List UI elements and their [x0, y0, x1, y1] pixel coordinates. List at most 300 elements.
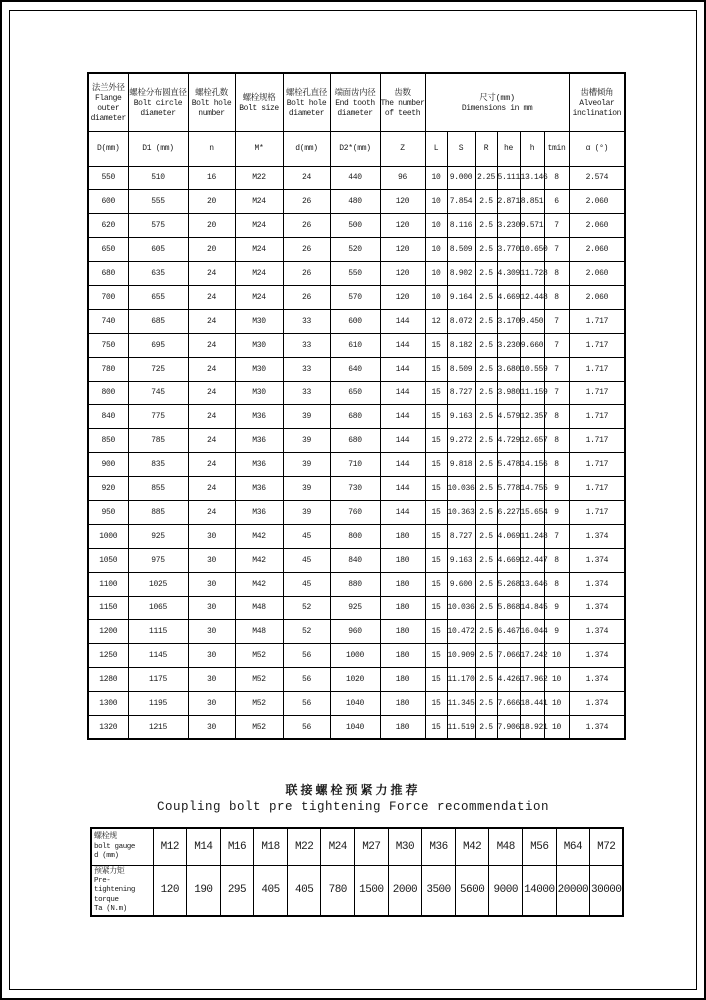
cell-n: 30: [188, 715, 235, 739]
cell-Z: 144: [380, 309, 425, 333]
cell-Z: 120: [380, 238, 425, 262]
torque-cell: 3500: [422, 865, 456, 916]
cell-alpha: 1.717: [569, 405, 625, 429]
cell-tmin: 8: [544, 285, 569, 309]
cell-n: 30: [188, 572, 235, 596]
cell-tmin: 8: [544, 548, 569, 572]
cell-n: 24: [188, 357, 235, 381]
cell-S: 11.519: [447, 715, 475, 739]
cell-D: 780: [88, 357, 128, 381]
label-unit: d (mm): [94, 851, 119, 860]
gauge-cell: M24: [321, 828, 355, 865]
spec-row: [88, 524, 625, 548]
cell-D: 800: [88, 381, 128, 405]
cell-M: M52: [235, 692, 283, 716]
cell-R: 2.5: [475, 309, 497, 333]
cell-L: 15: [425, 668, 447, 692]
cell-h: 18.441: [520, 692, 544, 716]
cell-D1: 745: [128, 381, 188, 405]
cell-S: 8.509: [447, 357, 475, 381]
subcol-d: d(mm): [283, 131, 330, 166]
torque-cell: 295: [220, 865, 254, 916]
cell-he: 6.227: [497, 500, 520, 524]
cell-n: 30: [188, 668, 235, 692]
gauge-cell: M14: [187, 828, 221, 865]
cell-L: 15: [425, 692, 447, 716]
cell-Z: 144: [380, 429, 425, 453]
cell-tmin: 7: [544, 524, 569, 548]
cell-S: 9.272: [447, 429, 475, 453]
cell-R: 2.5: [475, 524, 497, 548]
cell-n: 24: [188, 453, 235, 477]
label-unit: Ta (N.m): [94, 905, 127, 913]
cell-tmin: 7: [544, 333, 569, 357]
spec-row: [88, 548, 625, 572]
cell-D2: 1000: [330, 644, 380, 668]
header-en: Bolt hole number: [191, 98, 232, 118]
cell-h: 15.654: [520, 500, 544, 524]
cell-R: 2.5: [475, 262, 497, 286]
cell-Z: 144: [380, 333, 425, 357]
cell-D: 920: [88, 477, 128, 501]
cell-D2: 800: [330, 524, 380, 548]
cell-D: 1300: [88, 692, 128, 716]
cell-Z: 144: [380, 500, 425, 524]
cell-d: 26: [283, 285, 330, 309]
subcol-D1: D1 (mm): [128, 131, 188, 166]
subcol-he: he: [497, 131, 520, 166]
cell-alpha: 1.374: [569, 524, 625, 548]
cell-he: 7.906: [497, 715, 520, 739]
cell-d: 56: [283, 644, 330, 668]
cell-he: 5.268: [497, 572, 520, 596]
cell-n: 30: [188, 524, 235, 548]
cell-L: 15: [425, 429, 447, 453]
cell-L: 15: [425, 477, 447, 501]
cell-S: 10.036: [447, 596, 475, 620]
subcol-D2: D2*(mm): [330, 131, 380, 166]
cell-D1: 835: [128, 453, 188, 477]
cell-tmin: 7: [544, 238, 569, 262]
cell-h: 18.921: [520, 715, 544, 739]
cell-h: 17.242: [520, 644, 544, 668]
cell-D: 750: [88, 333, 128, 357]
cell-D2: 570: [330, 285, 380, 309]
bolt-gauge-row: [91, 828, 623, 865]
spec-row: [88, 309, 625, 333]
gauge-cell: M22: [287, 828, 321, 865]
spec-row: [88, 572, 625, 596]
cell-S: 11.170: [447, 668, 475, 692]
cell-M: M48: [235, 620, 283, 644]
cell-D: 1150: [88, 596, 128, 620]
cell-D2: 680: [330, 429, 380, 453]
cell-M: M30: [235, 357, 283, 381]
cell-L: 15: [425, 357, 447, 381]
cell-D2: 640: [330, 357, 380, 381]
cell-M: M30: [235, 381, 283, 405]
cell-alpha: 1.717: [569, 309, 625, 333]
cell-D1: 695: [128, 333, 188, 357]
gauge-cell: M48: [489, 828, 523, 865]
cell-L: 15: [425, 715, 447, 739]
cell-D1: 885: [128, 500, 188, 524]
cell-Z: 180: [380, 548, 425, 572]
cell-d: 39: [283, 429, 330, 453]
cell-alpha: 1.374: [569, 692, 625, 716]
cell-L: 10: [425, 166, 447, 190]
spec-row: [88, 166, 625, 190]
cell-D: 650: [88, 238, 128, 262]
col-header-bolt-size: [235, 73, 283, 131]
cell-R: 2.5: [475, 357, 497, 381]
cell-he: 3.170: [497, 309, 520, 333]
header-cn: 齿槽倾角: [580, 87, 614, 98]
label-en: bolt gauge: [94, 842, 136, 851]
cell-alpha: 1.374: [569, 715, 625, 739]
cell-n: 24: [188, 405, 235, 429]
cell-L: 10: [425, 262, 447, 286]
cell-n: 24: [188, 333, 235, 357]
cell-D1: 1195: [128, 692, 188, 716]
cell-h: 9.571: [520, 214, 544, 238]
cell-alpha: 2.060: [569, 238, 625, 262]
cell-L: 15: [425, 405, 447, 429]
spec-row: [88, 190, 625, 214]
cell-D2: 960: [330, 620, 380, 644]
cell-alpha: 1.717: [569, 333, 625, 357]
cell-h: 13.646: [520, 572, 544, 596]
cell-Z: 120: [380, 190, 425, 214]
cell-D1: 1215: [128, 715, 188, 739]
cell-L: 10: [425, 285, 447, 309]
cell-d: 26: [283, 190, 330, 214]
recommendation-title-cn: 联接螺栓预紧力推荐: [285, 784, 421, 798]
cell-h: 9.450: [520, 309, 544, 333]
cell-d: 33: [283, 309, 330, 333]
header-en: Flange outer diameter: [90, 93, 126, 123]
cell-R: 2.5: [475, 238, 497, 262]
cell-S: 10.472: [447, 620, 475, 644]
cell-d: 26: [283, 262, 330, 286]
gauge-cell: M64: [556, 828, 590, 865]
cell-D2: 760: [330, 500, 380, 524]
spec-row: [88, 692, 625, 716]
header-cn: 端面齿内径: [334, 87, 376, 98]
spec-row: [88, 429, 625, 453]
gauge-cell: M36: [422, 828, 456, 865]
torque-cell: 190: [187, 865, 221, 916]
cell-Z: 144: [380, 381, 425, 405]
cell-D2: 650: [330, 381, 380, 405]
cell-he: 5.478: [497, 453, 520, 477]
cell-d: 39: [283, 453, 330, 477]
cell-alpha: 1.374: [569, 620, 625, 644]
cell-d: 33: [283, 357, 330, 381]
cell-Z: 180: [380, 524, 425, 548]
cell-D1: 1175: [128, 668, 188, 692]
cell-S: 9.163: [447, 548, 475, 572]
cell-d: 39: [283, 405, 330, 429]
cell-D2: 1040: [330, 692, 380, 716]
torque-cell: 9000: [489, 865, 523, 916]
cell-h: 11.248: [520, 524, 544, 548]
cell-R: 2.5: [475, 715, 497, 739]
subcol-R: R: [475, 131, 497, 166]
cell-S: 8.902: [447, 262, 475, 286]
cell-Z: 144: [380, 405, 425, 429]
cell-D1: 785: [128, 429, 188, 453]
cell-D: 840: [88, 405, 128, 429]
cell-Z: 96: [380, 166, 425, 190]
cell-R: 2.5: [475, 572, 497, 596]
header-en: The number of teeth: [380, 98, 425, 118]
cell-D2: 440: [330, 166, 380, 190]
cell-M: M42: [235, 548, 283, 572]
spec-row: [88, 668, 625, 692]
cell-M: M52: [235, 715, 283, 739]
label-cn: 预紧力矩: [94, 866, 125, 876]
cell-he: 5.778: [497, 477, 520, 501]
cell-D1: 605: [128, 238, 188, 262]
cell-tmin: 7: [544, 309, 569, 333]
torque-cell: 120: [153, 865, 187, 916]
cell-he: 3.980: [497, 381, 520, 405]
torque-cell: 405: [287, 865, 321, 916]
cell-R: 2.5: [475, 596, 497, 620]
cell-n: 16: [188, 166, 235, 190]
cell-h: 14.755: [520, 477, 544, 501]
col-header-dimensions: [425, 73, 569, 131]
cell-L: 15: [425, 644, 447, 668]
cell-D1: 725: [128, 357, 188, 381]
cell-Z: 120: [380, 285, 425, 309]
cell-h: 12.448: [520, 285, 544, 309]
spec-row: [88, 333, 625, 357]
cell-h: 10.559: [520, 357, 544, 381]
cell-D1: 975: [128, 548, 188, 572]
header-cn: 法兰外径: [91, 82, 125, 93]
torque-cell: 1500: [355, 865, 389, 916]
header-en: Dimensions in mm: [461, 103, 533, 113]
cell-D1: 635: [128, 262, 188, 286]
cell-D1: 925: [128, 524, 188, 548]
cell-L: 15: [425, 596, 447, 620]
spec-row: [88, 381, 625, 405]
cell-M: M36: [235, 429, 283, 453]
cell-he: 5.868: [497, 596, 520, 620]
cell-alpha: 1.374: [569, 668, 625, 692]
cell-S: 7.854: [447, 190, 475, 214]
cell-D1: 575: [128, 214, 188, 238]
cell-R: 2.5: [475, 644, 497, 668]
cell-Z: 144: [380, 453, 425, 477]
subcol-Z: Z: [380, 131, 425, 166]
spec-row: [88, 285, 625, 309]
header-cn: 螺栓孔直径: [285, 87, 327, 98]
label-cn: 螺栓规: [94, 832, 117, 842]
spec-row: [88, 262, 625, 286]
subcol-M: M*: [235, 131, 283, 166]
cell-he: 3.230: [497, 214, 520, 238]
cell-tmin: 8: [544, 405, 569, 429]
cell-M: M36: [235, 500, 283, 524]
cell-D1: 1145: [128, 644, 188, 668]
cell-D1: 855: [128, 477, 188, 501]
spec-row: [88, 500, 625, 524]
cell-M: M24: [235, 214, 283, 238]
cell-tmin: 9: [544, 620, 569, 644]
cell-he: 4.669: [497, 548, 520, 572]
cell-D2: 1040: [330, 715, 380, 739]
cell-M: M36: [235, 405, 283, 429]
cell-S: 8.116: [447, 214, 475, 238]
cell-D: 600: [88, 190, 128, 214]
cell-R: 2.5: [475, 477, 497, 501]
torque-cell: 780: [321, 865, 355, 916]
cell-d: 45: [283, 548, 330, 572]
cell-tmin: 7: [544, 357, 569, 381]
gauge-cell: M16: [220, 828, 254, 865]
cell-n: 24: [188, 429, 235, 453]
cell-D: 1250: [88, 644, 128, 668]
cell-R: 2.5: [475, 333, 497, 357]
cell-D1: 655: [128, 285, 188, 309]
torque-label: [91, 865, 153, 916]
cell-tmin: 8: [544, 429, 569, 453]
cell-R: 2.5: [475, 381, 497, 405]
cell-alpha: 2.060: [569, 262, 625, 286]
cell-D: 1050: [88, 548, 128, 572]
header-cn: 齿数: [394, 87, 411, 98]
cell-d: 52: [283, 620, 330, 644]
col-header-bolt-hole-diameter: [283, 73, 330, 131]
spec-row: [88, 596, 625, 620]
cell-h: 14.156: [520, 453, 544, 477]
cell-S: 9.164: [447, 285, 475, 309]
cell-alpha: 1.374: [569, 644, 625, 668]
cell-h: 16.044: [520, 620, 544, 644]
cell-d: 45: [283, 572, 330, 596]
cell-M: M24: [235, 238, 283, 262]
cell-D2: 500: [330, 214, 380, 238]
cell-he: 5.111: [497, 166, 520, 190]
cell-D2: 1020: [330, 668, 380, 692]
cell-M: M36: [235, 477, 283, 501]
cell-he: 3.680: [497, 357, 520, 381]
gauge-cell: M30: [388, 828, 422, 865]
cell-tmin: 10: [544, 715, 569, 739]
cell-he: 4.426: [497, 668, 520, 692]
cell-alpha: 2.060: [569, 285, 625, 309]
cell-D: 850: [88, 429, 128, 453]
cell-M: M52: [235, 668, 283, 692]
cell-L: 10: [425, 214, 447, 238]
cell-tmin: 7: [544, 214, 569, 238]
cell-tmin: 10: [544, 644, 569, 668]
subcol-D: D(mm): [88, 131, 128, 166]
cell-D2: 520: [330, 238, 380, 262]
cell-D: 1000: [88, 524, 128, 548]
cell-h: 14.845: [520, 596, 544, 620]
cell-Z: 180: [380, 572, 425, 596]
cell-Z: 180: [380, 596, 425, 620]
col-header-bolt-circle-diameter: [128, 73, 188, 131]
cell-D: 950: [88, 500, 128, 524]
cell-tmin: 10: [544, 692, 569, 716]
cell-R: 2.5: [475, 692, 497, 716]
header-cn: 螺栓孔数: [195, 87, 228, 98]
cell-he: 3.770: [497, 238, 520, 262]
col-header-bolt-hole-number: [188, 73, 235, 131]
gauge-cell: M12: [153, 828, 187, 865]
torque-cell: 30000: [590, 865, 624, 916]
cell-he: 4.579: [497, 405, 520, 429]
cell-R: 2.25: [475, 166, 497, 190]
cell-S: 9.818: [447, 453, 475, 477]
cell-D1: 1115: [128, 620, 188, 644]
cell-M: M30: [235, 309, 283, 333]
cell-S: 9.163: [447, 405, 475, 429]
cell-R: 2.5: [475, 668, 497, 692]
cell-Z: 180: [380, 620, 425, 644]
cell-d: 26: [283, 214, 330, 238]
cell-tmin: 6: [544, 190, 569, 214]
cell-R: 2.5: [475, 548, 497, 572]
cell-d: 52: [283, 596, 330, 620]
cell-Z: 144: [380, 477, 425, 501]
cell-D: 900: [88, 453, 128, 477]
col-header-flange-outer-diameter: [88, 73, 128, 131]
torque-row: [91, 865, 623, 916]
cell-tmin: 9: [544, 500, 569, 524]
cell-d: 39: [283, 477, 330, 501]
cell-n: 24: [188, 477, 235, 501]
cell-D: 740: [88, 309, 128, 333]
cell-M: M24: [235, 262, 283, 286]
cell-h: 9.660: [520, 333, 544, 357]
subcol-n: n: [188, 131, 235, 166]
cell-S: 8.182: [447, 333, 475, 357]
cell-tmin: 8: [544, 453, 569, 477]
cell-S: 9.600: [447, 572, 475, 596]
cell-tmin: 9: [544, 477, 569, 501]
torque-cell: 5600: [455, 865, 489, 916]
cell-n: 24: [188, 309, 235, 333]
col-header-number-of-teeth: [380, 73, 425, 131]
cell-S: 10.909: [447, 644, 475, 668]
spec-row: [88, 214, 625, 238]
cell-d: 56: [283, 715, 330, 739]
cell-S: 8.072: [447, 309, 475, 333]
cell-n: 24: [188, 381, 235, 405]
cell-D: 550: [88, 166, 128, 190]
pretightening-torque-table: [90, 827, 624, 917]
cell-R: 2.5: [475, 500, 497, 524]
col-header-alveolar-inclination: [569, 73, 625, 131]
spec-row: [88, 453, 625, 477]
cell-d: 33: [283, 333, 330, 357]
subcol-h: h: [520, 131, 544, 166]
cell-alpha: 2.574: [569, 166, 625, 190]
cell-L: 15: [425, 333, 447, 357]
spec-row: [88, 644, 625, 668]
spec-table-body: [88, 166, 625, 739]
cell-D2: 710: [330, 453, 380, 477]
cell-he: 4.669: [497, 285, 520, 309]
cell-D2: 610: [330, 333, 380, 357]
cell-n: 20: [188, 190, 235, 214]
